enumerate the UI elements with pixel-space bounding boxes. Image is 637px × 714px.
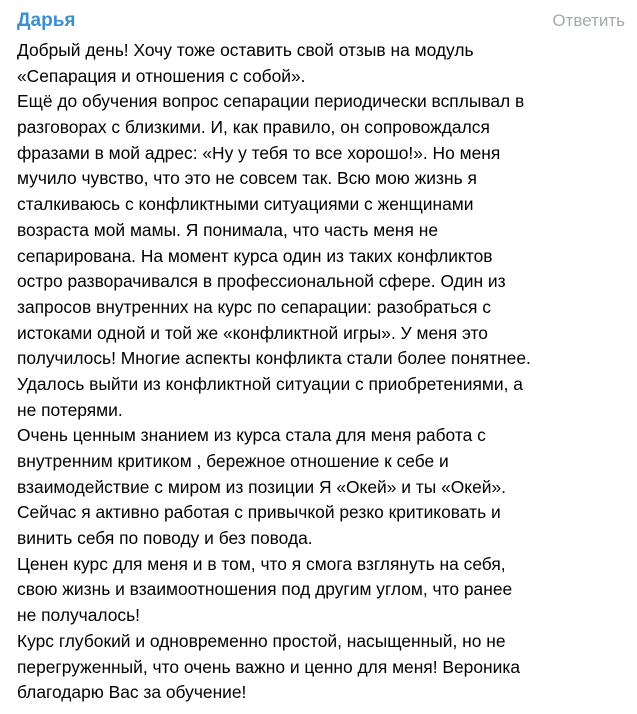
message-line: свою жизнь и взаимоотношения под другим углом, что ранее [17,579,513,600]
message-line: разговорах с близкими. И, как правило, он сопровождался [17,117,490,138]
message-line: взаимодействие с миром из позиции Я «Окей» и ты «Окей». [17,476,506,497]
message-line: получилось! Многие аспекты конфликта стали более понятнее. [17,348,531,369]
message-line: Ещё до обучения вопрос сепарации периодически всплывал в [17,91,525,112]
message-line: Очень ценным знанием из курса стала для меня работа с [17,425,486,446]
message-line: возраста мой мамы. Я понимала, что часть меня не [17,219,439,240]
message-line: сталкиваюсь с конфликтными ситуациями с женщинами [17,194,474,215]
message-line: не получалось! [17,605,140,626]
reply-button[interactable]: Ответить [552,11,625,30]
message-line: внутренним критиком , бережное отношение к себе и [17,451,449,471]
message-line: мучило чувство, что это не совсем так. Всю мою жизнь я [17,168,477,189]
message-line: Сейчас я активно работая с привычкой резко критиковать и [17,502,501,523]
author-name[interactable]: Дарья [17,10,76,31]
message-line: истоками одной и той же «конфликтной игры». У меня это [17,322,488,343]
message-line: сепарирована. На момент курса один из таких конфликтов [17,245,493,266]
message-line: остро разворачивался в профессиональной сфере. Один из [17,271,506,292]
message-line: не потерями. [17,399,123,420]
message-line: Добрый день! Хочу тоже оставить свой отзыв на модуль [17,40,474,60]
message-line: Удалось выйти из конфликтной ситуации с приобретениями, а [17,373,523,394]
message-line: фразами в мой адрес: «Ну у тебя то все хорошо!». Но меня [17,142,501,163]
message-line: Курс глубокий и одновременно простой, насыщенный, но не [17,630,506,651]
message-line: запросов внутренних на курс по сепарации: разобраться с [17,296,491,317]
message-text [17,38,625,706]
message-header [17,8,625,34]
message-line: винить себя по поводу и без повода. [17,528,313,549]
message-line: благодарю Вас за обучение! [17,682,247,703]
message-line: перегруженный, что очень важно и ценно для меня! Вероника [17,656,520,677]
message-line: Ценен курс для меня и в том, что я смога взглянуть на себя, [17,553,506,574]
message-line: «Сепарация и отношения с собой». [17,65,306,86]
